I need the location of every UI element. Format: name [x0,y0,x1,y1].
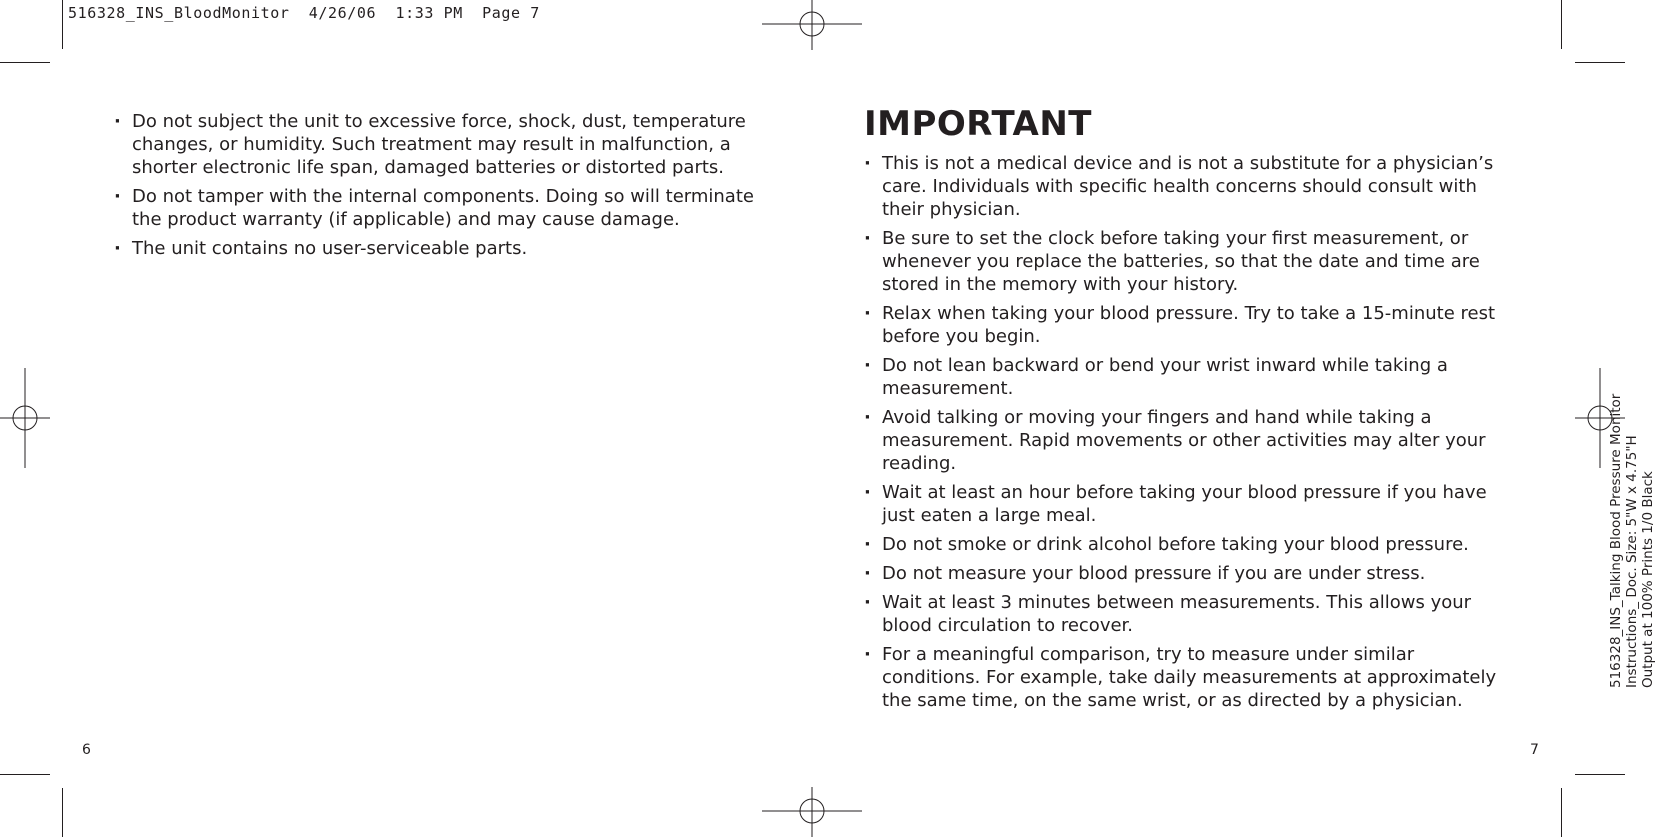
registration-mark-top [762,0,862,50]
crop-mark [1561,0,1562,49]
right-page-bullet-list [864,152,1514,718]
bullet-item: · Avoid talking or moving your fingers and hand while taking a measurement. Rapid movements or other activities may alter your reading. [864,406,1514,475]
crop-mark [62,788,63,837]
bullet-item: · Do not smoke or drink alcohol before taking your blood pressure. [864,533,1514,556]
print-spec-note [1608,394,1656,688]
bullet-item: · Be sure to set the clock before taking your first measurement, or whenever you replace the batteries, so that the date and time are stored in the memory with your history. [864,227,1514,296]
print-spec-line: 516328_INS_Talking Blood Pressure Monitor [1608,393,1624,688]
crop-mark [1561,788,1562,837]
print-slug: 516328_INS_BloodMonitor 4/26/06 1:33 PM Page 7 [68,4,540,22]
bullet-item: · Do not measure your blood pressure if you are under stress. [864,562,1514,585]
registration-mark-bottom [762,787,862,837]
crop-mark [0,774,50,775]
bullet-item: · This is not a medical device and is not a substitute for a physician’s care. Individuals with specific health concerns should consult with their physician. [864,152,1514,221]
crop-mark [62,0,63,49]
crop-mark [1575,774,1625,775]
bullet-item: · Wait at least an hour before taking your blood pressure if you have just eaten a large meal. [864,481,1514,527]
print-spec-line: Output at 100% Prints 1/0 Black [1640,471,1656,688]
page-number-right: 7 [1530,742,1539,758]
bullet-item: · The unit contains no user-serviceable parts. [114,237,774,260]
bullet-item: · Relax when taking your blood pressure. Try to take a 15-minute rest before you begin. [864,302,1514,348]
page-title: IMPORTANT [864,104,1092,144]
left-page-bullet-list [114,110,774,266]
crop-mark [1575,62,1625,63]
bullet-item: · Do not subject the unit to excessive force, shock, dust, temperature changes, or humidity. Such treatment may result in malfunction, a shorter electronic life span, damaged batteries or distorted parts. [114,110,774,179]
bullet-item: · Do not tamper with the internal components. Doing so will terminate the product warranty (if applicable) and may cause damage. [114,185,774,231]
crop-mark [0,62,50,63]
bullet-item: · Wait at least 3 minutes between measurements. This allows your blood circulation to recover. [864,591,1514,637]
page-number-left: 6 [82,742,91,758]
bullet-item: · Do not lean backward or bend your wrist inward while taking a measurement. [864,354,1514,400]
print-spec-line: Instructions_ Doc. Size: 5"W x 4.75"H [1624,435,1640,688]
bullet-item: · For a meaningful comparison, try to measure under similar conditions. For example, take daily measurements at approximately the same time, on the same wrist, or as directed by a physician. [864,643,1514,712]
registration-mark-left [0,368,50,468]
